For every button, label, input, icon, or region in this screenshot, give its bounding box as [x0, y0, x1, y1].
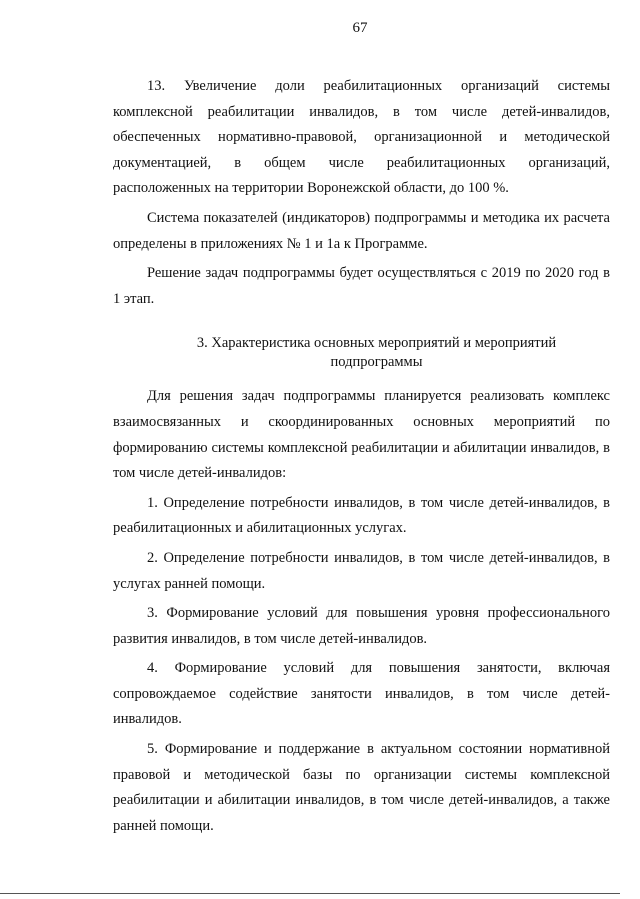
page-number: 67 — [352, 20, 368, 36]
paragraph-indicators-system: Система показателей (индикаторов) подпрограммы и методика их расчета определены в приложениях № 1 и 1а к Программе. — [113, 209, 610, 252]
list-item-measure-1: 1. Определение потребности инвалидов, в том числе детей-инвалидов, в реабилитационных и абилитационных услугах. — [113, 494, 610, 537]
list-item-measure-5: 5. Формирование и поддержание в актуальном состоянии нормативной правовой и методической базы по организации системы комплексной реабилитации и абилитации инвалидов, в том числе детей-инвалидов, а также ранней помощи. — [113, 741, 610, 834]
paragraph-indicator-13: 13. Увеличение доли реабилитационных организаций системы комплексной реабилитации инвалидов, в том числе детей-инвалидов, обеспеченных нормативно-правовой, организационной и методической документацией, в общем числе реабилитационных организаций, расположенных на территории Воронежской области, до 100 %. — [113, 78, 610, 197]
section-title-line-1: 3. Характеристика основных мероприятий и мероприятий — [196, 335, 557, 352]
list-item-measure-3: 3. Формирование условий для повышения уровня профессионального развития инвалидов, в том числе детей-инвалидов. — [113, 605, 610, 647]
paragraph-intro-measures: Для решения задач подпрограммы планируется реализовать комплекс взаимосвязанных и скоординированных основных мероприятий по формированию системы комплексной реабилитации и абилитации инвалидов, в том числе детей-инвалидов: — [113, 388, 610, 482]
section-title-line-2: подпрограммы — [330, 354, 423, 371]
document-body — [113, 74, 610, 839]
footer-divider — [0, 893, 620, 894]
paragraph-implementation-period: Решение задач подпрограммы будет осуществляться с 2019 по 2020 год в 1 этап. — [113, 265, 610, 307]
section-title — [113, 334, 610, 372]
list-item-measure-2: 2. Определение потребности инвалидов, в том числе детей-инвалидов, в услугах ранней помощи. — [113, 549, 610, 592]
list-item-measure-4: 4. Формирование условий для повышения занятости, включая сопровождаемое содействие занятости инвалидов, в том числе детей-инвалидов. — [113, 660, 610, 728]
